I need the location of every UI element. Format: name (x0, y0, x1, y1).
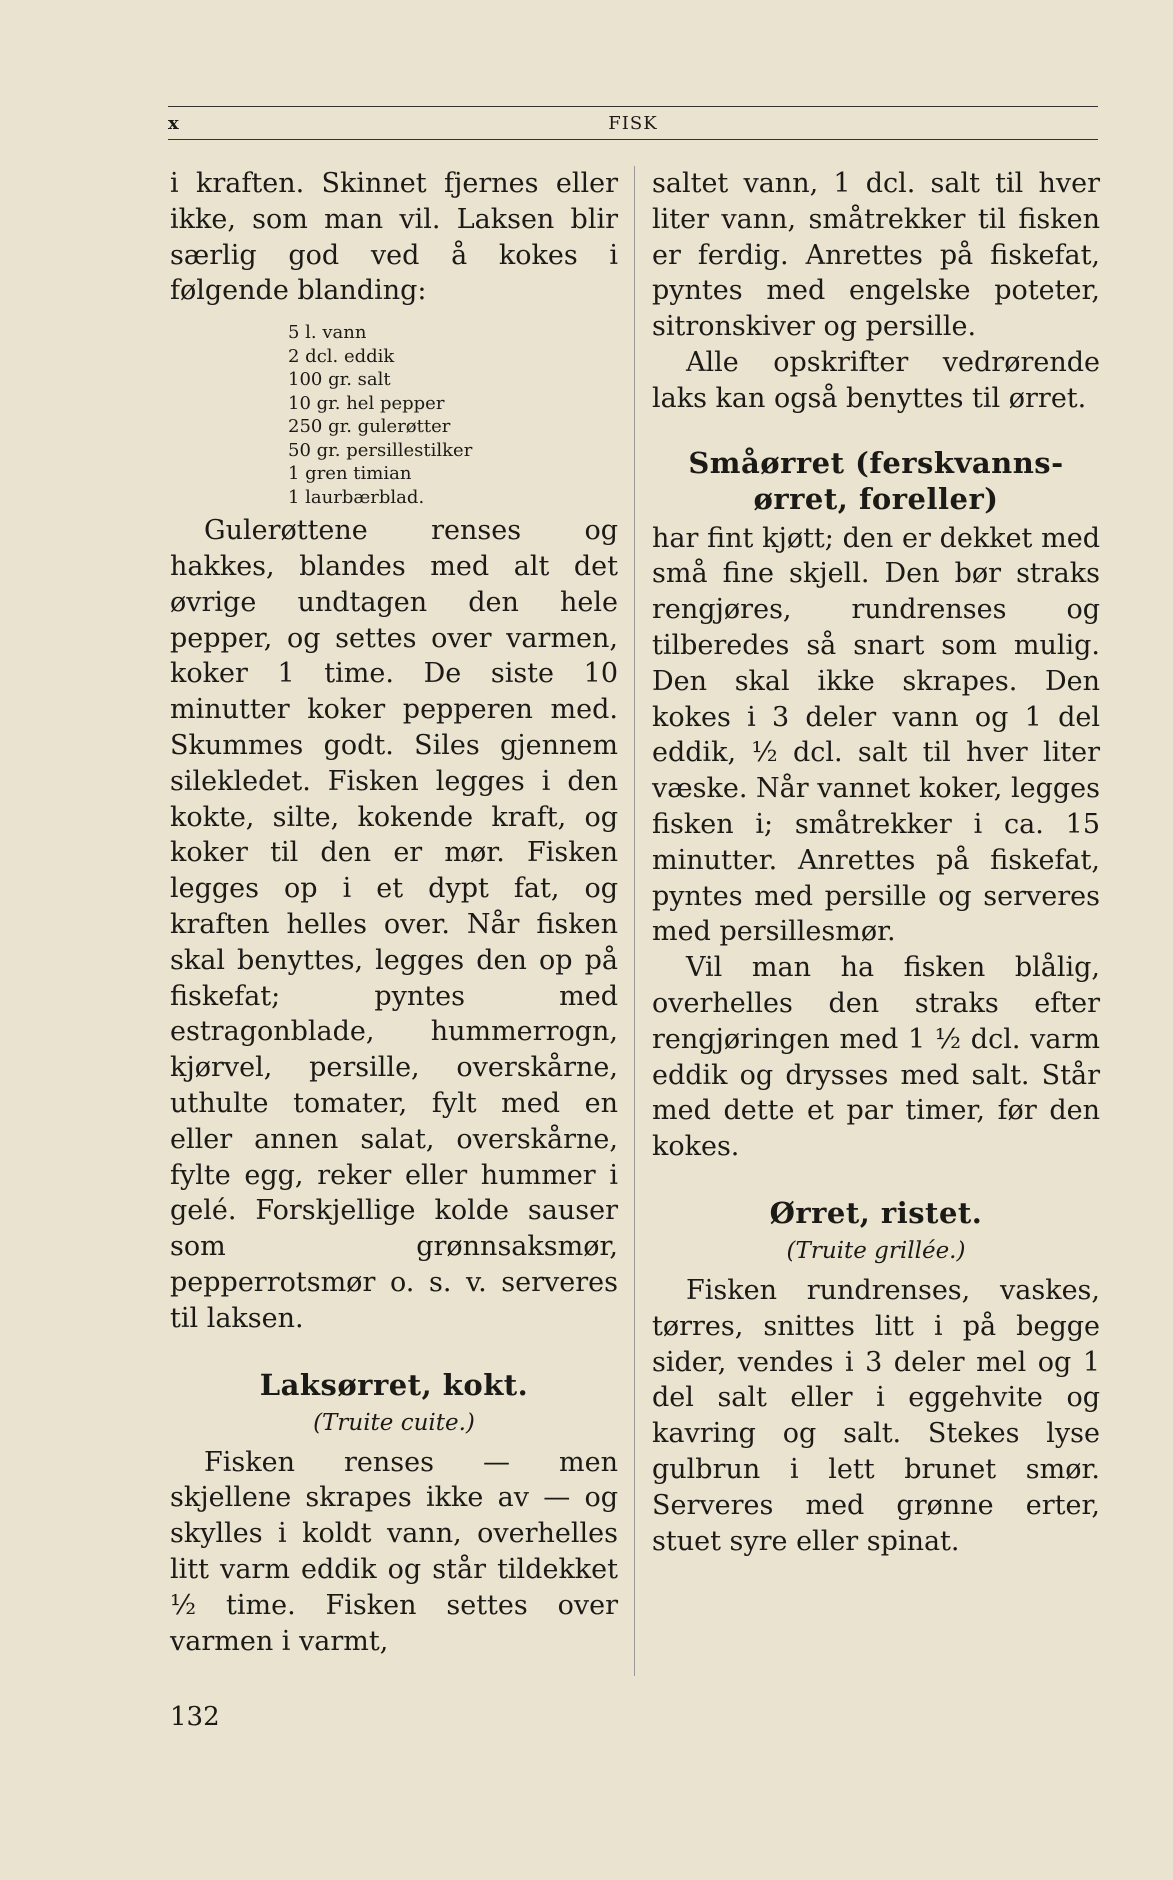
section-heading-laksorret: Laksørret, kokt. (259, 1367, 529, 1402)
right-column (652, 166, 1100, 1559)
ingredient-item: 1 gren timian (288, 463, 412, 485)
left-paragraph-1: i kraften. Skinnet fjernes eller ikke, som man vil. Laksen blir særlig god ved å kokes i følgende blanding: (170, 168, 618, 307)
page-number: 132 (170, 1702, 220, 1732)
ingredient-item: 10 gr. hel pepper (288, 392, 445, 414)
ingredient-item: 50 gr. persillestilker (288, 439, 473, 461)
ingredient-item: 1 laurbærblad. (288, 486, 425, 508)
ingredient-item: 2 dcl. eddik (288, 345, 395, 367)
ingredient-item: 5 l. vann (288, 322, 367, 344)
right-paragraph-5: Fisken rundrenses, vaskes, tørres, snittes litt i på begge sider, vendes i 3 deler mel og 1 del salt eller i eggehvite og kavring og salt. Stekes lyse gulbrun i lett brunet smør. Serveres med grønne erter, stuet syre eller spinat. (652, 1274, 1100, 1557)
section-subtitle-truite-grillee: (Truite grillée.) (786, 1237, 966, 1264)
right-paragraph-1: saltet vann, 1 dcl. salt til hver liter vann, småtrekker til fisken er ferdig. Anrettes på fiskefat, pyntes med engelske poteter, sitronskiver og persille. (652, 168, 1100, 343)
right-paragraph-4: Vil man ha fisken blålig, overhelles den straks efter rengjøringen med 1 ½ dcl. varm eddik og drysses med salt. Står med dette et par timer, før den kokes. (652, 952, 1100, 1163)
column-divider (634, 166, 635, 1676)
section-heading-smaorret: Småørret (ferskvanns-ørret, foreller) (688, 445, 1064, 516)
running-header (168, 106, 1098, 140)
header-mark: x (168, 113, 179, 134)
left-column (170, 166, 618, 1659)
left-paragraph-3: Fisken renses — men skjellene skrapes ikke av — og skylles i koldt vann, overhelles litt varm eddik og står tildekket ½ time. Fisken settes over varmen i varmt, (170, 1446, 618, 1657)
ingredient-list (170, 321, 618, 509)
left-paragraph-2: Gulerøttene renses og hakkes, blandes med alt det øvrige undtagen den hele pepper, og settes over varmen, koker 1 time. De siste 10 minutter koker pepperen med. Skummes godt. Siles gjennem silekledet. Fisken legges i den kokte, silte, kokende kraft, og koker til den er mør. Fisken legges op i et dypt fat, og kraften helles over. Når fisken skal benyttes, legges den op på fiskefat; pyntes med estragonblade, hummerrogn, kjørvel, persille, overskårne, uthulte tomater, fylt med en eller annen salat, overskårne, fylte egg, reker eller hummer i gelé. Forskjellige kolde sauser som grønnsaksmør, pepperrotsmør o. s. v. serveres til laksen. (170, 515, 618, 1334)
section-subtitle-truite-cuite: (Truite cuite.) (313, 1409, 475, 1436)
header-title: FISK (608, 113, 658, 134)
ingredient-item: 100 gr. salt (288, 369, 391, 391)
section-heading-orret-ristet: Ørret, ristet. (769, 1195, 983, 1230)
right-paragraph-3: har fint kjøtt; den er dekket med små fine skjell. Den bør straks rengjøres, rundrenses og tilberedes så snart som mulig. Den skal ikke skrapes. Den kokes i 3 deler vann og 1 del eddik, ½ dcl. salt til hver liter væske. Når vannet koker, legges fisken i; småtrekker i ca. 15 minutter. Anrettes på fiskefat, pyntes med persille og serveres med persillesmør. (652, 522, 1100, 948)
ingredient-item: 250 gr. gulerøtter (288, 416, 451, 438)
right-paragraph-2: Alle opskrifter vedrørende laks kan også benyttes til ørret. (652, 346, 1100, 414)
